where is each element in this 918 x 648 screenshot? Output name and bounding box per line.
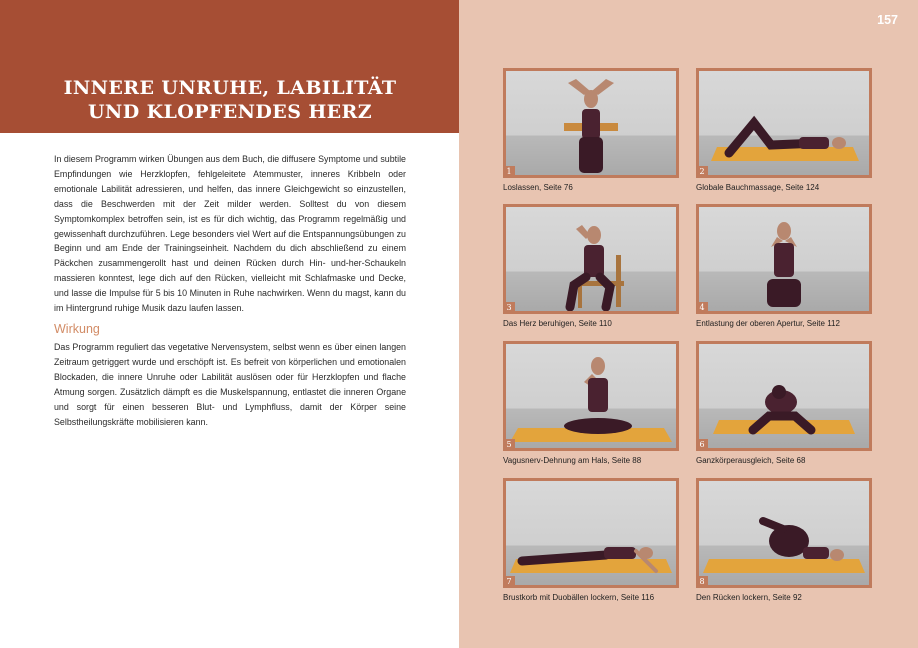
exercise-photo-4 bbox=[696, 204, 872, 314]
exercise-photo-1 bbox=[503, 68, 679, 178]
exercise-caption-5: Vagusnerv-Dehnung am Hals, Seite 88 bbox=[503, 456, 642, 465]
exercise-caption-1: Loslassen, Seite 76 bbox=[503, 183, 573, 192]
exercise-card-7 bbox=[503, 478, 679, 602]
exercise-card-1 bbox=[503, 68, 679, 192]
exercise-number-6: 6 bbox=[696, 439, 708, 451]
effect-paragraph: Das Programm reguliert das vegetative Nervensystem, selbst wenn es über einen langen Zeitraum getriggert wurde und erschöpft ist. Es befreit von körperlichen und emotionalen Blockaden, die innere Unruhe oder Labilität auslösen oder für Herzklopfen und flache Atmung sorgen. Zusätzlich dämpft es die Muskelspannung, entlastet die inneren Organe und sorgt für einen besseren Blut- und Lymphfluss, damit der Körper seine Selbstheilungskräfte mobilisieren kann. bbox=[54, 342, 406, 427]
exercise-figure-7 bbox=[506, 481, 676, 585]
exercise-card-8 bbox=[696, 478, 872, 602]
exercise-caption-8: Den Rücken lockern, Seite 92 bbox=[696, 593, 802, 602]
effect-heading: Wirkung bbox=[54, 322, 100, 336]
exercise-photo-6 bbox=[696, 341, 872, 451]
exercise-caption-3: Das Herz beruhigen, Seite 110 bbox=[503, 319, 612, 328]
exercise-caption-2: Globale Bauchmassage, Seite 124 bbox=[696, 183, 820, 192]
exercise-card-3 bbox=[503, 204, 679, 328]
exercise-caption-7: Brustkorb mit Duobällen lockern, Seite 116 bbox=[503, 593, 655, 602]
exercise-photo-2 bbox=[696, 68, 872, 178]
exercise-photo-3 bbox=[503, 204, 679, 314]
exercise-card-6 bbox=[696, 341, 872, 465]
title-line-1: INNERE UNRUHE, LABILITÄT bbox=[63, 77, 397, 99]
exercise-figure-6 bbox=[699, 344, 869, 448]
exercise-figure-1 bbox=[506, 71, 676, 175]
exercise-figure-8 bbox=[699, 481, 869, 585]
exercise-figure-4 bbox=[699, 207, 869, 311]
exercise-caption-6: Ganzkörperausgleich, Seite 68 bbox=[696, 456, 806, 465]
page-number: 157 bbox=[877, 13, 898, 27]
exercise-number-4: 4 bbox=[696, 302, 708, 314]
exercise-figure-5 bbox=[506, 344, 676, 448]
title-line-2: UND KLOPFENDES HERZ bbox=[87, 101, 373, 123]
exercise-number-5: 5 bbox=[503, 439, 515, 451]
exercise-photo-7 bbox=[503, 478, 679, 588]
exercise-caption-4: Entlastung der oberen Apertur, Seite 112 bbox=[696, 319, 840, 328]
exercise-figure-2 bbox=[699, 71, 869, 175]
page-title bbox=[40, 76, 420, 124]
exercise-photo-8 bbox=[696, 478, 872, 588]
exercise-card-2 bbox=[696, 68, 872, 192]
exercise-card-5 bbox=[503, 341, 679, 465]
exercise-number-7: 7 bbox=[503, 576, 515, 588]
intro-paragraph: In diesem Programm wirken Übungen aus dem Buch, die diffusere Symptome und subtile Empfindungen wie Herzklopfen, fehlgeleitete Atemmuster, inneres Kribbeln oder emotionale Labilität adressieren, und helfen, das innere Gleichgewicht so einzustellen, dass die Beschwerden mit der Zeit milder werden. Solltest du von diesem Symptomkomplex betroffen sein, ist es für dich wichtig, das Programm regelmäßig und gewissenhaft durchzuführen. Lege besonders viel Wert auf die Entspannungsübungen zu Beginn und am Ende der Trainingseinheit. Nachdem du dich abschließend zu einem Päckchen zusammengerollt hast und deinen Rücken durch Hin- und-her-Schaukeln massieren konntest, lege dich auf den Rücken, vielleicht mit Schlafmaske und Decke, und lasse die Impulse für 5 bis 10 Minuten in Ruhe nachwirken. Wenn du magst, kann du im Hintergrund ruhige Musik dazu laufen lassen. bbox=[54, 154, 406, 314]
exercise-number-3: 3 bbox=[503, 302, 515, 314]
exercise-number-1: 1 bbox=[503, 166, 515, 178]
exercise-card-4 bbox=[696, 204, 872, 328]
exercise-number-2: 2 bbox=[696, 166, 708, 178]
exercise-number-8: 8 bbox=[696, 576, 708, 588]
exercise-figure-3 bbox=[506, 207, 676, 311]
exercise-photo-5 bbox=[503, 341, 679, 451]
